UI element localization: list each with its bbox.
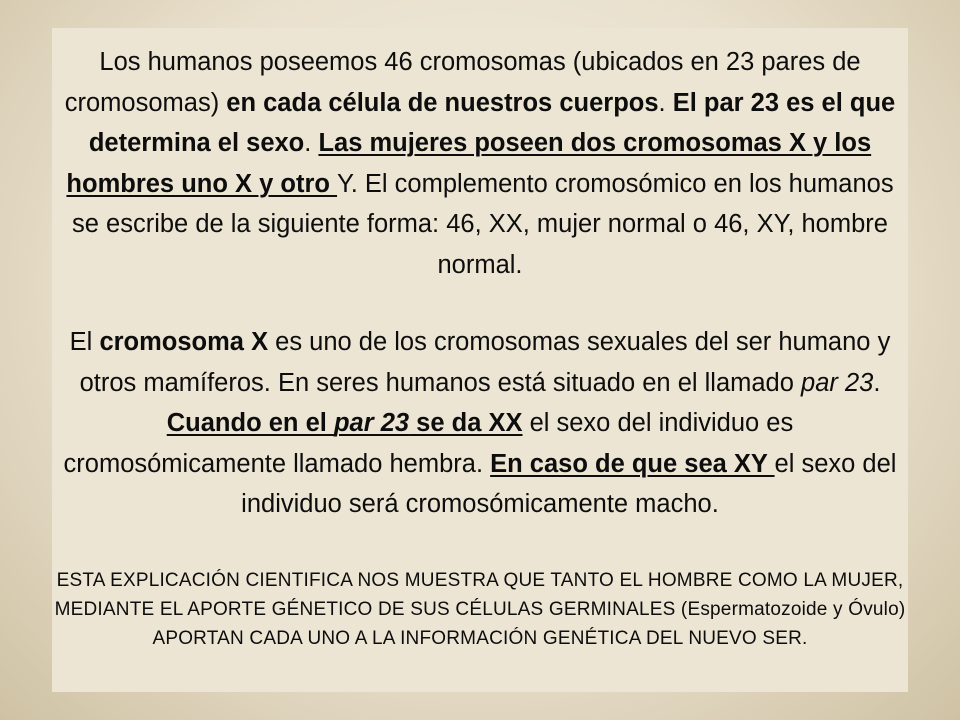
text-span: El — [69, 328, 100, 356]
text-span-lowercase: Espermatozoide y Óvulo — [687, 599, 899, 620]
bold-text: en cada célula de nuestros cuerpos — [226, 88, 659, 117]
text-span: . — [658, 88, 673, 117]
text-span: ESTA EXPLICACIÓN CIENTIFICA NOS MUESTRA QUE TANTO EL HOMBRE COMO LA MUJER, MEDIANTE EL APORTE GÉNETICO DE SUS CÉLULAS GERMINALES ( — [54, 570, 904, 620]
underlined-bold-text: Cuando en el par 23 se da XX — [166, 409, 523, 437]
bold-text: cromosoma X — [99, 328, 269, 356]
paragraph-x-chromosome — [52, 322, 908, 525]
bold-text: El par 23 es el que determina el sexo — [88, 88, 896, 157]
italic-text: par 23 — [801, 368, 874, 397]
text-span: . — [304, 129, 319, 157]
paragraph-conclusion — [52, 566, 908, 653]
paragraph-chromosome-count — [52, 42, 908, 285]
text-span: es uno de los cromosomas sexuales del ser humano y otros mamíferos. En seres humanos está situado en el llamado — [79, 328, 891, 397]
text-span: ) APORTAN CADA UNO A LA INFORMACIÓN GENÉTICA DEL NUEVO SER. — [152, 599, 906, 649]
text-span: el sexo del individuo será cromosómicamente macho. — [241, 449, 897, 518]
text-span: Y. El complemento cromosómico en los humanos se escribe de la siguiente forma: 46, XX, mujer normal o 46, XY, hombre normal. — [72, 169, 894, 279]
text-span: . — [873, 368, 881, 397]
underlined-bold-text: En caso de que sea XY — [490, 449, 775, 478]
text-span: Los humanos poseemos 46 cromosomas (ubicados en 23 pares de cromosomas) — [64, 48, 861, 117]
underlined-bold-text: Las mujeres poseen dos cromosomas X y los hombres uno X y otro — [66, 129, 872, 198]
text-span: el sexo del individuo es cromosómicamente llamado hembra. — [63, 409, 794, 478]
